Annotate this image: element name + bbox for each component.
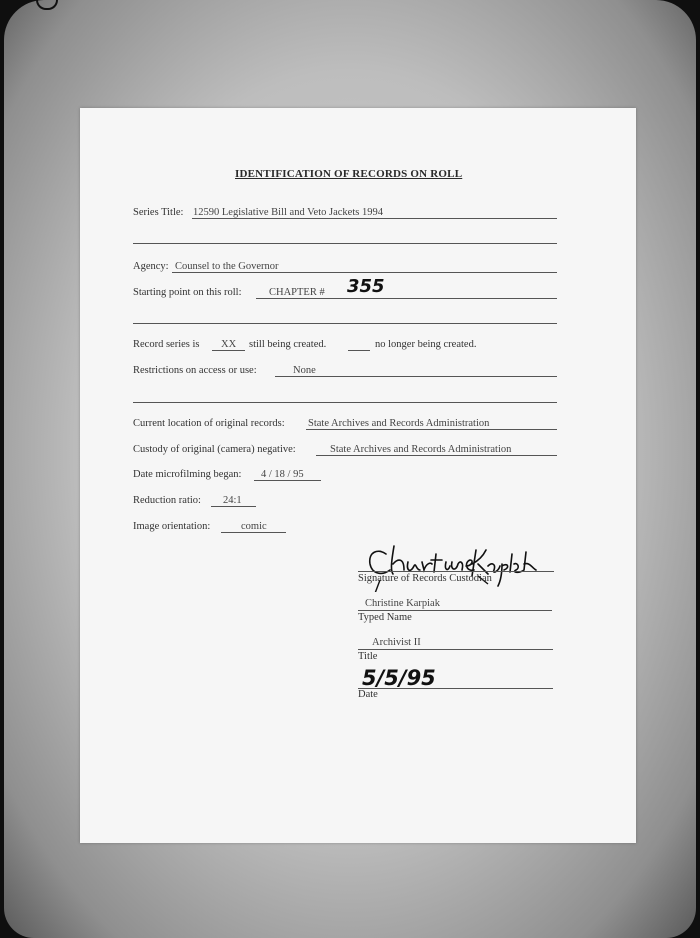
- orientation-value: comic: [241, 521, 267, 532]
- series-title-continuation-line: [133, 243, 557, 244]
- handwritten-date: 5/5/95: [362, 666, 436, 690]
- restrictions-continuation-line: [133, 402, 557, 403]
- starting-point-underline: [256, 298, 557, 299]
- orientation-underline: [221, 532, 286, 533]
- restrictions-label: Restrictions on access or use:: [133, 365, 257, 376]
- agency-value: Counsel to the Governor: [175, 261, 279, 272]
- title-value: Archivist II: [372, 637, 421, 648]
- date-began-row: [133, 466, 557, 482]
- date-label: Date: [358, 689, 378, 700]
- reduction-value: 24:1: [223, 495, 242, 506]
- starting-point-continuation-line: [133, 323, 557, 324]
- typed-name-value: Christine Karpiak: [365, 598, 440, 609]
- reduction-row: [133, 492, 557, 508]
- date-began-underline: [254, 480, 321, 481]
- date-began-label: Date microfilming began:: [133, 469, 242, 480]
- agency-underline: [172, 272, 557, 273]
- no-longer-created-label: no longer being created.: [375, 339, 477, 350]
- signature-label: Signature of Records Custodian: [358, 573, 492, 584]
- still-being-created-blank: [212, 350, 245, 351]
- current-location-underline: [306, 429, 557, 430]
- restrictions-underline: [275, 376, 557, 377]
- typed-name-line: [358, 610, 552, 611]
- series-title-label: Series Title:: [133, 207, 184, 218]
- custody-value: State Archives and Records Administration: [330, 444, 512, 455]
- starting-point-label: Starting point on this roll:: [133, 287, 242, 298]
- records-identification-form: [80, 108, 636, 843]
- custody-underline: [316, 455, 557, 456]
- series-title-value: 12590 Legislative Bill and Veto Jackets 1994: [193, 207, 383, 218]
- title-label: Title: [358, 651, 378, 662]
- custody-label: Custody of original (camera) negative:: [133, 444, 296, 455]
- date-began-value: 4 / 18 / 95: [261, 469, 304, 480]
- series-title-underline: [192, 218, 557, 219]
- signature-line: [358, 571, 554, 572]
- typed-name-label: Typed Name: [358, 612, 412, 623]
- reduction-label: Reduction ratio:: [133, 495, 201, 506]
- agency-label: Agency:: [133, 261, 169, 272]
- record-series-label: Record series is: [133, 339, 200, 350]
- orientation-row: [133, 518, 557, 534]
- reduction-underline: [211, 506, 256, 507]
- restrictions-value: None: [293, 365, 316, 376]
- current-location-value: State Archives and Records Administration: [308, 418, 490, 429]
- date-line: [358, 688, 553, 689]
- starting-point-value: CHAPTER #: [269, 287, 325, 298]
- record-series-mark: XX: [221, 339, 237, 350]
- no-longer-created-blank: [348, 350, 370, 351]
- record-series-row: [133, 336, 557, 352]
- still-being-created-label: still being created.: [249, 339, 327, 350]
- current-location-label: Current location of original records:: [133, 418, 285, 429]
- title-line: [358, 649, 553, 650]
- handwritten-signature: [360, 540, 540, 592]
- orientation-label: Image orientation:: [133, 521, 211, 532]
- form-title: IDENTIFICATION OF RECORDS ON ROLL: [235, 168, 463, 180]
- handwritten-chapter-number: 355: [347, 276, 385, 297]
